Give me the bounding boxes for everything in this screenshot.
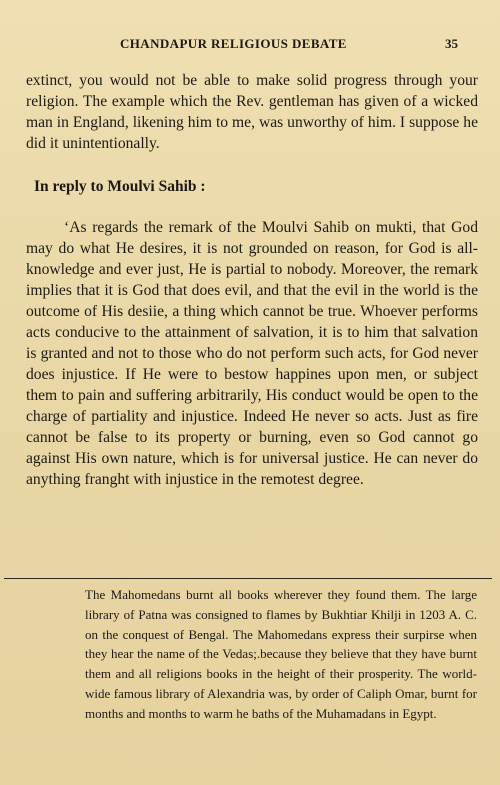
continuation-paragraph: extinct, you would not be able to make solid progress through your religion. The example which the Rev. gentleman has given of a wicked man in England, likening him to me, was unworthy of him. I suppose he did it unintentionally.	[26, 72, 478, 152]
reply-paragraph: ‘As regards the remark of the Moulvi Sahib on mukti, that God may do what He desires, it is not grounded on reason, for God is all-knowledge and ever just, He is partial to nobody. Moreover, the remark implies that it is God that does evil, and that the evil in the world is the outcome of His desiie, a thing which cannot be true. Whoever performs acts conducive to the attainment of salvation, it is to him that salvation is granted and not to those who do not perform such acts, for God never does injustice. If He were to bestow happines upon men, or subject them to pain and suffering arbitrarily, His conduct would be open to the charge of partiality and injustice. Indeed He never so acts. Just as fire cannot be false to its property or burning, even so God cannot go against His own nature, which is for universal justice. He can never do anything franght with injustice in the remotest degree.	[26, 219, 478, 488]
footnote: The Mahomedans burnt all books wherever they found them. The large library of Patna was consigned to flames by Bukhtiar Khilji in 1203 A. C. on the conquest of Bengal. The Mahomedans express their surpirse when they hear the name of the Vedas;.because they believe that they have burnt them and all religions books in the height of their prosperity. The world-wide famous library of Alexandria was, by order of Caliph Omar, burnt for months and months to warm he baths of the Muhamadans in Egypt.	[85, 587, 477, 721]
page-number: 35	[445, 36, 458, 51]
running-header	[0, 36, 500, 56]
running-title: CHANDAPUR RELIGIOUS DEBATE	[120, 36, 347, 51]
footnote-divider	[4, 578, 492, 579]
section-subheading: In reply to Moulvi Sahib :	[34, 178, 206, 195]
